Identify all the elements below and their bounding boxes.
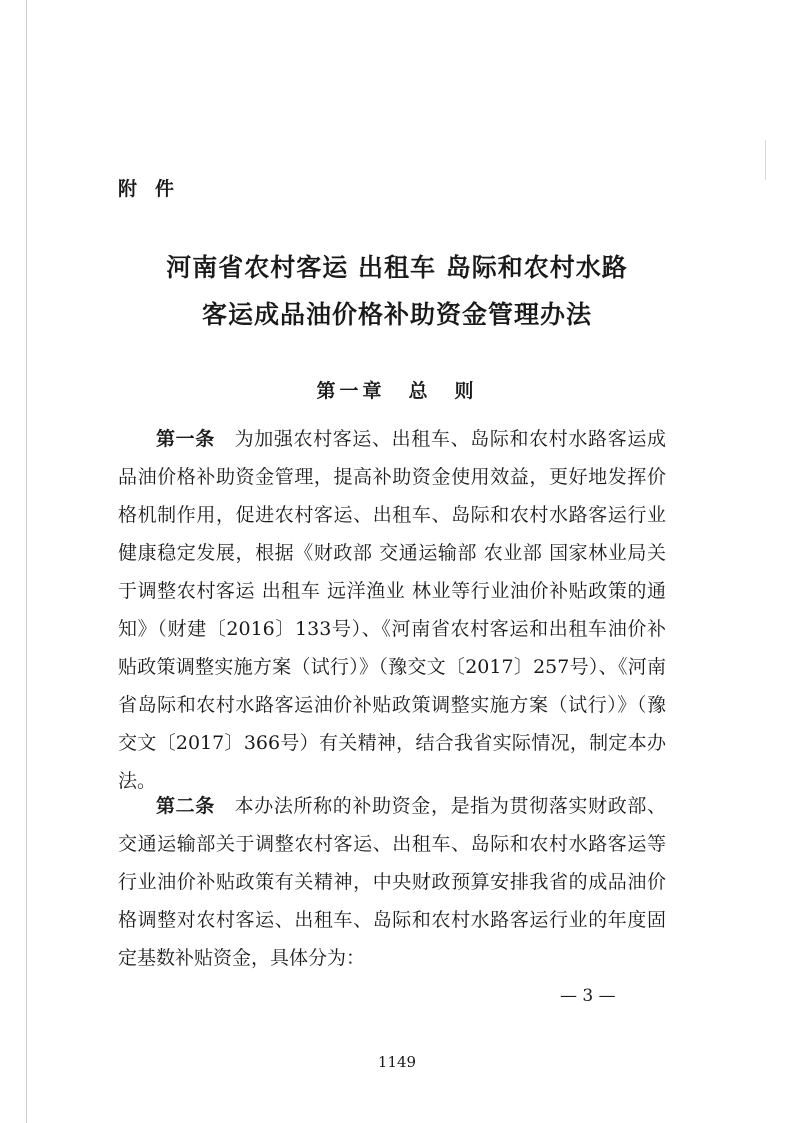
document-title-line-1: 河南省农村客运 出租车 岛际和农村水路 xyxy=(166,253,628,282)
scan-edge-line xyxy=(26,0,27,1123)
article-1-text: 为加强农村客运、出租车、岛际和农村水路客运成品油价格补助资金管理，提高补助资金使用效益，更好地发挥价格机制作用，促进农村客运、出租车、岛际和农村水路客运行业健康稳定发展，根据《财政部 交通运输部 农业部 国家林业局关于调整农村客运 出租车 远洋渔业 林业等行业油价补贴政策的通知》（财建〔2016〕133号）、《河南省农村客运和出租车油价补贴政策调整实施方案（试行）》（豫交文〔2017〕257号）、《河南省岛际和农村水路客运油价补贴政策调整实施方案（试行）》（豫交文〔2017〕366号）有关精神，结合我省实际情况，制定本办法。 xyxy=(118,428,666,792)
document-title-line-2: 客运成品油价格补助资金管理办法 xyxy=(201,300,592,329)
article-2-text: 本办法所称的补助资金，是指为贯彻落实财政部、交通运输部关于调整农村客运、出租车、岛际和农村水路客运等行业油价补贴政策有关精神，中央财政预算安排我省的成品油价格调整对农村客运、出租车、岛际和农村水路客运行业的年度固定基数补贴资金，具体分为： xyxy=(118,795,666,969)
article-2-label: 第二条 xyxy=(156,795,215,817)
article-1-label: 第一条 xyxy=(156,428,215,450)
article-2-paragraph xyxy=(118,787,666,977)
page-number: — 3 — xyxy=(560,986,616,1006)
scan-mark xyxy=(765,140,766,180)
chapter-heading: 第一章 总 则 xyxy=(316,380,478,402)
scan-page-number: 1149 xyxy=(377,1053,417,1071)
article-1-paragraph xyxy=(118,420,666,800)
attachment-label: 附件 xyxy=(118,178,193,200)
